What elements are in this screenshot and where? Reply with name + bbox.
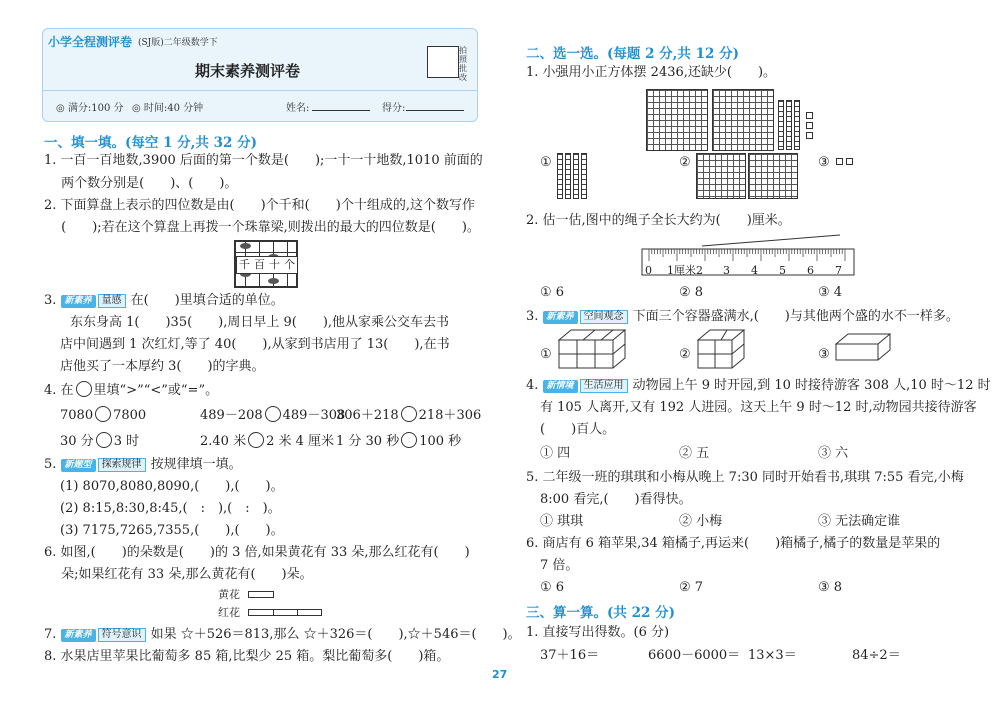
option-2[interactable]: ②	[679, 347, 691, 362]
calc-item: 6600－6000＝	[648, 648, 741, 663]
container-3	[834, 332, 892, 362]
option-1[interactable]: ①	[540, 155, 552, 170]
right-question-5-line-2: 8:00 看完,( )看得快。	[540, 492, 692, 507]
question-5: 5. 新题型 探索规律 按规律填一填。	[44, 457, 242, 472]
hundred-flat	[696, 153, 746, 199]
option-2[interactable]: ② 五	[679, 446, 710, 461]
yellow-flower-label: 黄花	[218, 588, 240, 601]
ten-rod	[778, 100, 784, 150]
abacus-label-ones: 个	[284, 258, 295, 271]
question-3-line-2: 店中间遇到 1 次红灯,等了 40( ),从家到书店用了 13( ),在书	[60, 337, 450, 352]
ten-rod	[557, 153, 563, 199]
right-question-5-line-1: 5. 二年级一班的琪琪和小梅从晚上 7:30 同时开始看书,琪琪 7:55 看完,小梅	[526, 470, 964, 485]
question-3-line-1: 东东身高 1( )35( ),周日早上 9( ),他从家乘公交车去书	[70, 315, 450, 330]
calc-item: 84÷2＝	[852, 648, 901, 663]
unit-cube	[806, 112, 813, 119]
option-1[interactable]: ① 6	[540, 580, 565, 595]
ten-rod	[581, 153, 587, 199]
option-1[interactable]: ①	[540, 347, 552, 362]
section-choose: 二、选一选。(每题 2 分,共 12 分)	[526, 46, 739, 62]
abacus	[234, 240, 298, 288]
new-literacy-tag: 新素养	[61, 629, 96, 642]
compare-circle[interactable]	[401, 406, 417, 422]
ten-rod	[794, 100, 800, 150]
question-5-2: (2) 8:15,8:30,8:45,( : ),( : )。	[60, 501, 281, 516]
ruler-label: 4	[751, 264, 758, 277]
option-3[interactable]: ③	[818, 155, 830, 170]
compare-row-1: 306＋218 218＋306	[336, 408, 482, 423]
red-flower-label: 红花	[218, 606, 240, 619]
new-scenario-tag: 新情境	[543, 380, 578, 393]
option-3[interactable]: ③ 8	[818, 580, 843, 595]
time-limit: ◎ 时间:40 分钟	[132, 103, 204, 114]
compare-circle[interactable]	[96, 432, 112, 448]
right-question-2: 2. 估一估,图中的绳子全长大约为( )厘米。	[526, 213, 791, 228]
skill-tag: 量感	[98, 294, 126, 308]
compare-row-1: 7080 7800	[60, 408, 147, 423]
right-question-4-line-1: 4. 新情境 生活应用 动物园上午 9 时开园,到 10 时接待游客 308 人,10 时～12 时	[526, 378, 991, 393]
option-2[interactable]: ② 8	[679, 285, 704, 300]
question-1-line-1: 1. 一百一百地数,3900 后面的第一个数是( );一十一十地数,1010 前面的	[44, 153, 483, 168]
container-1	[557, 328, 627, 370]
ten-rod	[565, 153, 571, 199]
compare-circle-icon	[76, 381, 92, 397]
option-3[interactable]: ③ 无法确定谁	[818, 514, 901, 529]
skill-tag: 符号意识	[98, 628, 146, 642]
container-2	[696, 328, 746, 370]
name-field[interactable]	[312, 110, 370, 111]
page-number: 27	[492, 668, 508, 681]
question-3-line-3: 店他买了一本厚约 3( )的字典。	[60, 359, 265, 374]
qr-code-icon[interactable]	[427, 46, 459, 78]
calc-title: 1. 直接写出得数。(6 分)	[526, 625, 670, 640]
compare-circle[interactable]	[265, 406, 281, 422]
full-score: ◎ 满分:100 分	[56, 103, 124, 114]
ruler-label: 0	[645, 264, 652, 277]
compare-row-1: 489－208 489－308	[200, 408, 346, 423]
skill-tag: 生活应用	[580, 379, 628, 393]
question-4: 4. 在 里填“>”“<”或“=”。	[44, 383, 219, 398]
option-2[interactable]: ② 7	[679, 580, 704, 595]
new-literacy-tag: 新素养	[543, 311, 578, 324]
option-2[interactable]: ② 小梅	[679, 514, 723, 529]
skill-tag: 探索规律	[98, 458, 146, 472]
option-1[interactable]: ① 琪琪	[540, 514, 584, 529]
calc-item: 13×3＝	[748, 648, 797, 663]
option-1[interactable]: ① 6	[540, 285, 565, 300]
new-type-tag: 新题型	[61, 459, 96, 472]
question-3: 3. 新素养 量感 在( )里填合适的单位。	[44, 293, 284, 308]
calc-item: 37＋16＝	[540, 648, 600, 663]
question-6-line-1: 6. 如图,( )的朵数是( )的 3 倍,如果黄花有 33 朵,那么红花有( )	[44, 545, 470, 560]
compare-row-2: 30 分 3 时	[60, 434, 140, 449]
score-label: 得分:	[382, 103, 406, 114]
abacus-label-thousands: 千	[239, 258, 250, 271]
question-2-line-2: ( );若在这个算盘上再拨一个珠靠梁,则拨出的最大的四位数是( )。	[44, 220, 480, 235]
unit-cube	[846, 158, 853, 165]
compare-circle[interactable]	[401, 432, 417, 448]
unit-cube	[806, 132, 813, 139]
section-calculate: 三、算一算。(共 22 分)	[526, 605, 675, 621]
red-flower-bar	[248, 609, 322, 616]
compare-circle[interactable]	[95, 406, 111, 422]
right-question-3: 3. 新素养 空间观念 下面三个容器盛满水,( )与其他两个盛的水不一样多。	[526, 309, 959, 324]
qr-label: 拍照批改	[459, 46, 467, 82]
ten-rod	[786, 100, 792, 150]
unit-cube	[806, 122, 813, 129]
option-3[interactable]: ③ 4	[818, 285, 843, 300]
question-5-3: (3) 7175,7265,7355,( ),( )。	[60, 523, 284, 538]
question-7: 7. 新素养 符号意识 如果 ☆＋526＝813,那么 ☆＋326＝( ),☆＋546＝( )。	[44, 627, 521, 642]
skill-tag: 空间观念	[580, 310, 628, 324]
score-field[interactable]	[406, 110, 464, 111]
abacus-label-hundreds: 百	[254, 258, 265, 271]
question-1-line-2: 两个数分别是( )、( )。	[44, 176, 238, 191]
option-3[interactable]: ③	[818, 347, 830, 362]
yellow-flower-bar	[248, 591, 274, 598]
hundred-flat	[748, 153, 798, 199]
ruler-label: 5	[779, 264, 786, 277]
right-question-6-line-1: 6. 商店有 6 箱苹果,34 箱橘子,再运来( )箱橘子,橘子的数量是苹果的	[526, 536, 941, 551]
ruler-label: 3	[723, 264, 730, 277]
edition: (SJ版)二年级数学下	[138, 38, 218, 48]
name-label: 姓名:	[286, 103, 310, 114]
abacus-label-tens: 十	[269, 258, 280, 271]
option-2[interactable]: ②	[679, 155, 691, 170]
question-2-line-1: 2. 下面算盘上表示的四位数是由( )个千和( )个十组成的,这个数写作	[44, 198, 475, 213]
right-question-4-line-3: ( )百人。	[540, 422, 616, 437]
compare-circle[interactable]	[248, 432, 264, 448]
option-3[interactable]: ③ 六	[818, 446, 849, 461]
option-1[interactable]: ① 四	[540, 446, 571, 461]
ruler-label: 7	[835, 264, 842, 277]
ten-rod	[573, 153, 579, 199]
question-5-1: (1) 8070,8080,8090,( ),( )。	[60, 479, 284, 494]
compare-row-2: 1 分 30 秒 100 秒	[336, 434, 462, 449]
ruler-label: 1厘米2	[667, 264, 703, 277]
question-8: 8. 水果店里苹果比葡萄多 85 箱,比梨少 25 箱。梨比葡萄多( )箱。	[44, 649, 450, 664]
right-question-4-line-2: 有 105 人离开,又有 192 人进园。这天上午 9 时～12 时,动物园共接待游客	[540, 400, 977, 415]
right-question-6-line-2: 7 倍。	[540, 558, 579, 573]
new-literacy-tag: 新素养	[61, 295, 96, 308]
thousand-cube	[646, 89, 708, 151]
compare-row-2: 2.40 米 2 米 4 厘米	[200, 434, 335, 449]
page-title: 期末素养测评卷	[195, 62, 301, 80]
brand: 小学全程测评卷	[48, 35, 133, 49]
right-question-1: 1. 小强用小正方体摆 2436,还缺少( )。	[526, 65, 777, 80]
thousand-cube	[712, 89, 774, 151]
header-divider	[42, 90, 478, 91]
section-fill-in: 一、填一填。(每空 1 分,共 32 分)	[44, 135, 257, 151]
ruler-label: 6	[807, 264, 814, 277]
question-6-line-2: 朵;如果红花有 33 朵,那么黄花有( )朵。	[44, 567, 313, 582]
unit-cube	[836, 158, 843, 165]
